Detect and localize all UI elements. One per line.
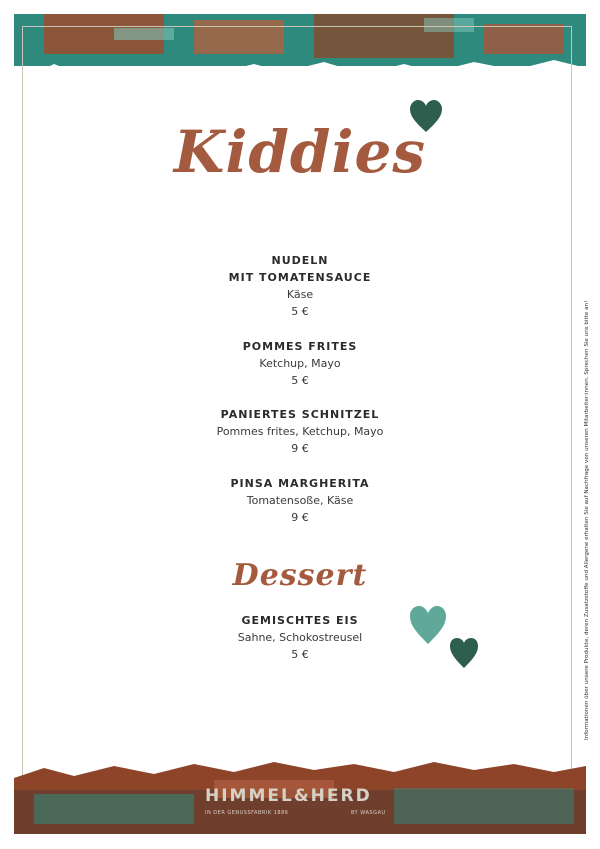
item-name: PANIERTES SCHNITZEL bbox=[220, 408, 380, 421]
page-title: Kiddies bbox=[173, 118, 427, 186]
menu-item bbox=[0, 612, 600, 663]
item-name: POMMES FRITES bbox=[242, 340, 358, 353]
item-name-line2: MIT TOMATENSAUCE bbox=[228, 271, 372, 284]
item-description: Tomatensoße, Käse bbox=[246, 494, 354, 507]
item-name: PINSA MARGHERITA bbox=[230, 477, 370, 490]
item-price: 9 € bbox=[291, 511, 309, 524]
brand-subtitle: IN DER GENUSSFABRIK 1886 bbox=[205, 810, 289, 816]
heart-icon bbox=[410, 100, 442, 134]
heart-icon bbox=[410, 606, 446, 646]
heart-icon bbox=[450, 638, 478, 670]
menu-item bbox=[0, 475, 600, 526]
brand-logo bbox=[205, 786, 386, 816]
brand-name: HIMMEL&HERD bbox=[205, 786, 372, 806]
item-price: 5 € bbox=[291, 648, 309, 661]
menu-item bbox=[0, 252, 600, 320]
item-price: 5 € bbox=[291, 305, 309, 318]
item-name: GEMISCHTES EIS bbox=[241, 614, 359, 627]
item-price: 9 € bbox=[291, 442, 309, 455]
item-description: Ketchup, Mayo bbox=[259, 357, 341, 370]
allergen-note: Informationen über unsere Produkte, deren Zusatzstoffe und Allergene erhalten Sie auf Nachfrage von unseren Mitarbeiter:innen. Sprechen Sie uns bitte an! bbox=[584, 300, 590, 740]
item-description: Käse bbox=[286, 288, 314, 301]
menu-item bbox=[0, 406, 600, 457]
menu-item bbox=[0, 338, 600, 389]
brand-by: BY WASGAU bbox=[351, 810, 386, 816]
dessert-title: Dessert bbox=[232, 558, 368, 593]
item-description: Pommes frites, Ketchup, Mayo bbox=[216, 425, 384, 438]
item-price: 5 € bbox=[291, 374, 309, 387]
item-name: NUDELN bbox=[271, 254, 329, 267]
item-description: Sahne, Schokostreusel bbox=[237, 631, 363, 644]
